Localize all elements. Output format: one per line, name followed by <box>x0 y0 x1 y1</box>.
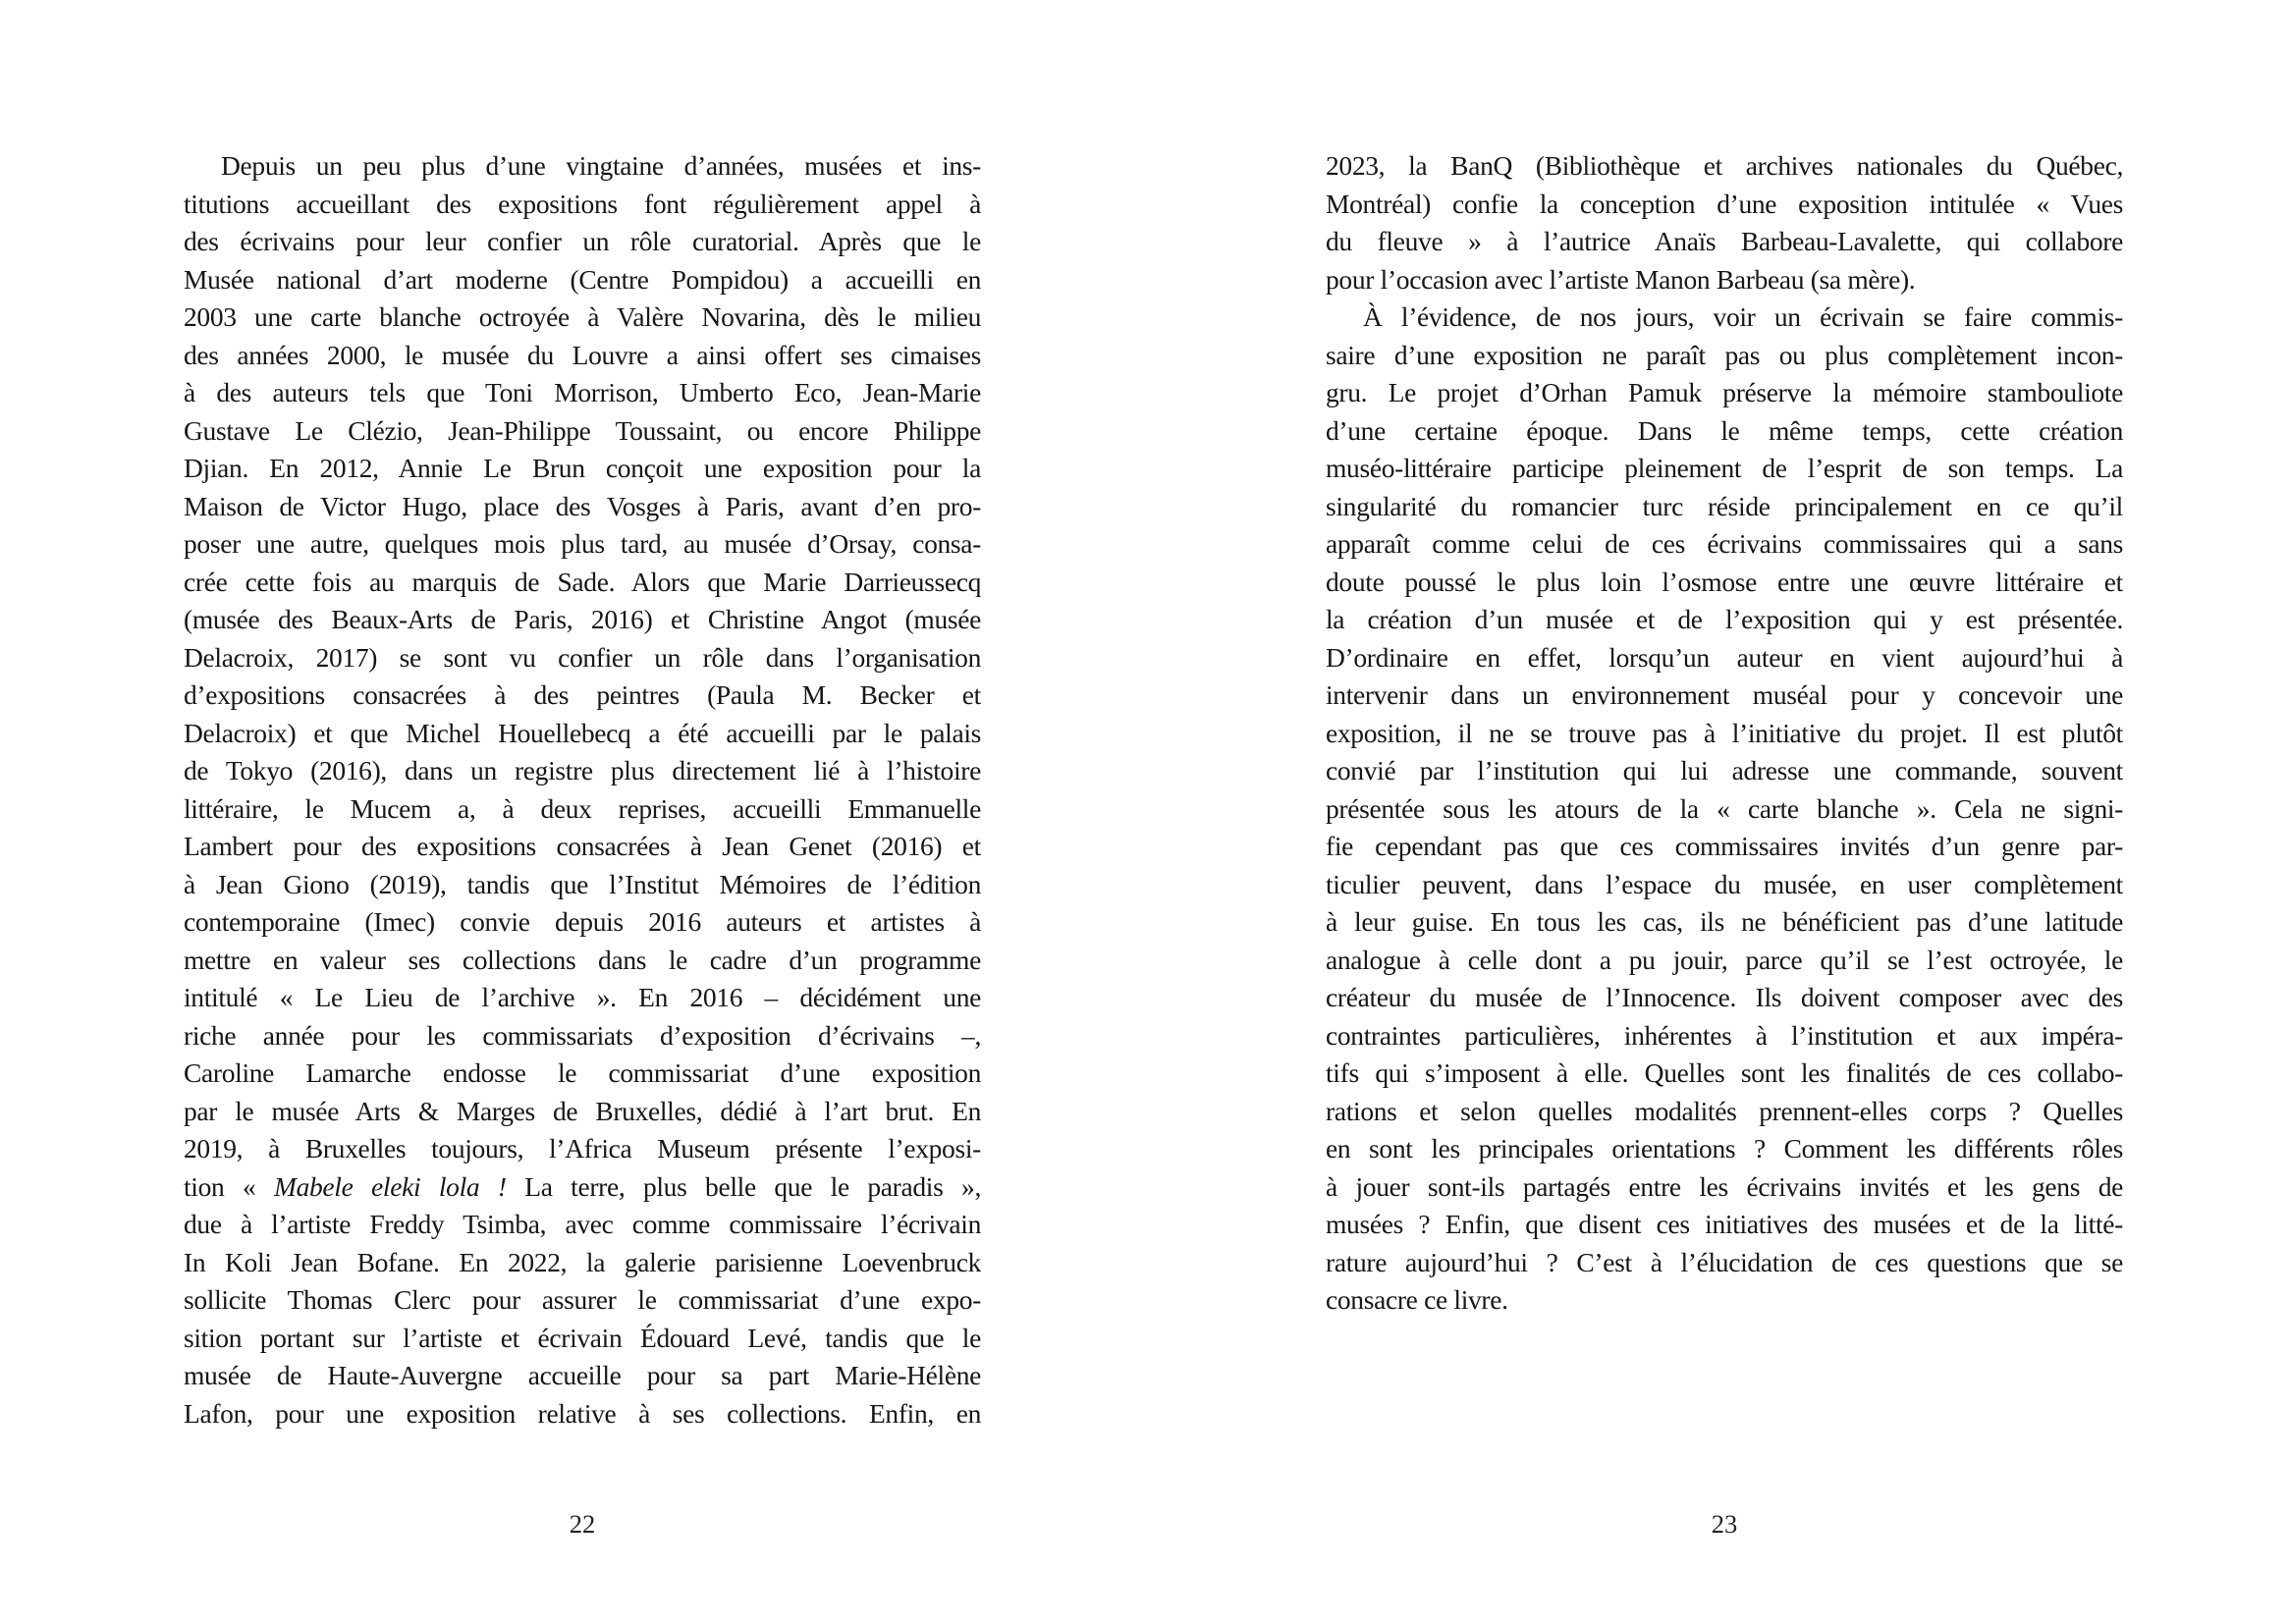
text-line: contraintes particulières, inhérentes à l’institution et aux impéra- <box>1326 1019 2123 1051</box>
text-line: de Tokyo (2016), dans un registre plus directement lié à l’histoire <box>184 755 981 785</box>
text-line: tion « Mabele eleki lola ! La terre, plus belle que le paradis », <box>184 1170 981 1202</box>
text-line: présentée sous les atours de la « carte blanche ». Cela ne signi- <box>1326 792 2123 824</box>
text-line: À l’évidence, de nos jours, voir un écrivain se faire commis- <box>1363 301 2123 332</box>
text-line: pour l’occasion avec l’artiste Manon Barbeau (sa mère). <box>1326 263 1916 295</box>
text-line: Gustave Le Clézio, Jean-Philippe Toussaint, ou encore Philippe <box>184 414 981 446</box>
text-line: crée cette fois au marquis de Sade. Alors que Marie Darrieussecq <box>184 566 981 597</box>
text-line: sition portant sur l’artiste et écrivain Édouard Levé, tandis que le <box>184 1322 981 1353</box>
text-line: poser une autre, quelques mois plus tard, au musée d’Orsay, consa- <box>184 528 981 559</box>
text-line: rature aujourd’hui ? C’est à l’élucidation de ces questions que se <box>1326 1246 2123 1277</box>
text-line: Musée national d’art moderne (Centre Pompidou) a accueilli en <box>184 263 981 295</box>
text-line: du fleuve » à l’autrice Anaïs Barbeau-Lavalette, qui collabore <box>1326 226 2123 256</box>
text-line: saire d’une exposition ne paraît pas ou plus complètement incon- <box>1326 339 2123 370</box>
text-line: Lambert pour des expositions consacrées à Jean Genet (2016) et <box>184 831 981 861</box>
text-line: convié par l’institution qui lui adresse une commande, souvent <box>1326 755 2123 785</box>
text-line: intervenir dans un environnement muséal pour y concevoir une <box>1326 679 2123 710</box>
text-line: créateur du musée de l’Innocence. Ils doivent composer avec des <box>1326 982 2123 1012</box>
text-line: D’ordinaire en effet, lorsqu’un auteur en vient aujourd’hui à <box>1326 641 2123 673</box>
text-line: Lafon, pour une exposition relative à ses collections. Enfin, en <box>184 1397 981 1429</box>
text-line: (musée des Beaux-Arts de Paris, 2016) et Christine Angot (musée <box>184 604 981 634</box>
text-line: In Koli Jean Bofane. En 2022, la galerie parisienne Loevenbruck <box>184 1246 981 1277</box>
text-line: à leur guise. En tous les cas, ils ne bénéficient pas d’une latitude <box>1326 906 2123 937</box>
text-line: due à l’artiste Freddy Tsimba, avec comme commissaire l’écrivain <box>184 1209 981 1239</box>
text-line: d’une certaine époque. Dans le même temps, cette création <box>1326 414 2123 446</box>
left-page-text-block <box>184 147 981 1433</box>
text-line: musées ? Enfin, que disent ces initiatives des musées et de la litté- <box>1326 1209 2123 1239</box>
text-line: à Jean Giono (2019), tandis que l’Institut Mémoires de l’édition <box>184 868 981 899</box>
text-line: analogue à celle dont a pu jouir, parce qu’il se l’est octroyée, le <box>1326 944 2123 975</box>
text-line: musée de Haute-Auvergne accueille pour sa part Marie-Hélène <box>184 1360 981 1390</box>
text-line: 2019, à Bruxelles toujours, l’Africa Museum présente l’exposi- <box>184 1133 981 1164</box>
text-line: muséo-littéraire participe pleinement de l’esprit de son temps. La <box>1326 453 2123 483</box>
text-line: exposition, il ne se trouve pas à l’initiative du projet. Il est plutôt <box>1326 717 2123 748</box>
text-line: 2023, la BanQ (Bibliothèque et archives nationales du Québec, <box>1326 150 2123 181</box>
text-line: des écrivains pour leur confier un rôle curatorial. Après que le <box>184 226 981 256</box>
text-line: ticulier peuvent, dans l’espace du musée, en user complètement <box>1326 868 2123 899</box>
text-line: doute poussé le plus loin l’osmose entre une œuvre littéraire et <box>1326 566 2123 597</box>
text-line: contemporaine (Imec) convie depuis 2016 auteurs et artistes à <box>184 906 981 937</box>
text-line: par le musée Arts & Marges de Bruxelles, dédié à l’art brut. En <box>184 1095 981 1126</box>
text-line: littéraire, le Mucem a, à deux reprises, accueilli Emmanuelle <box>184 792 981 824</box>
text-line: Depuis un peu plus d’une vingtaine d’années, musées et ins- <box>221 150 981 181</box>
page-number-left: 22 <box>569 1509 596 1539</box>
text-line: singularité du romancier turc réside principalement en ce qu’il <box>1326 490 2123 521</box>
text-line: la création d’un musée et de l’exposition qui y est présentée. <box>1326 604 2123 634</box>
text-line: titutions accueillant des expositions font régulièrement appel à <box>184 188 981 219</box>
text-line: Caroline Lamarche endosse le commissariat d’une exposition <box>184 1057 981 1088</box>
text-line: sollicite Thomas Clerc pour assurer le commissariat d’une expo- <box>184 1284 981 1315</box>
text-line: en sont les principales orientations ? Comment les différents rôles <box>1326 1133 2123 1164</box>
right-page-text-block <box>1326 147 2123 1320</box>
italic-exhibition-title: Mabele eleki lola ! <box>274 1170 507 1202</box>
text-line: des années 2000, le musée du Louvre a ainsi offert ses cimaises <box>184 339 981 370</box>
text-line: gru. Le projet d’Orhan Pamuk préserve la mémoire stambouliote <box>1326 377 2123 407</box>
text-line: à des auteurs tels que Toni Morrison, Umberto Eco, Jean-Marie <box>184 377 981 407</box>
text-line: Maison de Victor Hugo, place des Vosges à Paris, avant d’en pro- <box>184 490 981 521</box>
text-line: à jouer sont-ils partagés entre les écrivains invités et les gens de <box>1326 1170 2123 1202</box>
text-line: Delacroix) et que Michel Houellebecq a été accueilli par le palais <box>184 717 981 748</box>
text-line: d’expositions consacrées à des peintres (Paula M. Becker et <box>184 679 981 710</box>
text-line: consacre ce livre. <box>1326 1284 1508 1315</box>
text-line: riche année pour les commissariats d’exposition d’écrivains –, <box>184 1019 981 1051</box>
text-line: 2003 une carte blanche octroyée à Valère Novarina, dès le milieu <box>184 301 981 332</box>
text-line: rations et selon quelles modalités prennent-elles corps ? Quelles <box>1326 1095 2123 1126</box>
text-line: Djian. En 2012, Annie Le Brun conçoit une exposition pour la <box>184 453 981 483</box>
text-line: apparaît comme celui de ces écrivains commissaires qui a sans <box>1326 528 2123 559</box>
text-line: Montréal) confie la conception d’une exposition intitulée « Vues <box>1326 188 2123 219</box>
text-line: intitulé « Le Lieu de l’archive ». En 2016 – décidément une <box>184 982 981 1012</box>
text-line: tifs qui s’imposent à elle. Quelles sont les finalités de ces collabo- <box>1326 1057 2123 1088</box>
text-line: mettre en valeur ses collections dans le cadre d’un programme <box>184 944 981 975</box>
page-number-right: 23 <box>1711 1509 1738 1539</box>
text-line: fie cependant pas que ces commissaires invités d’un genre par- <box>1326 831 2123 861</box>
text-line: Delacroix, 2017) se sont vu confier un rôle dans l’organisation <box>184 641 981 673</box>
